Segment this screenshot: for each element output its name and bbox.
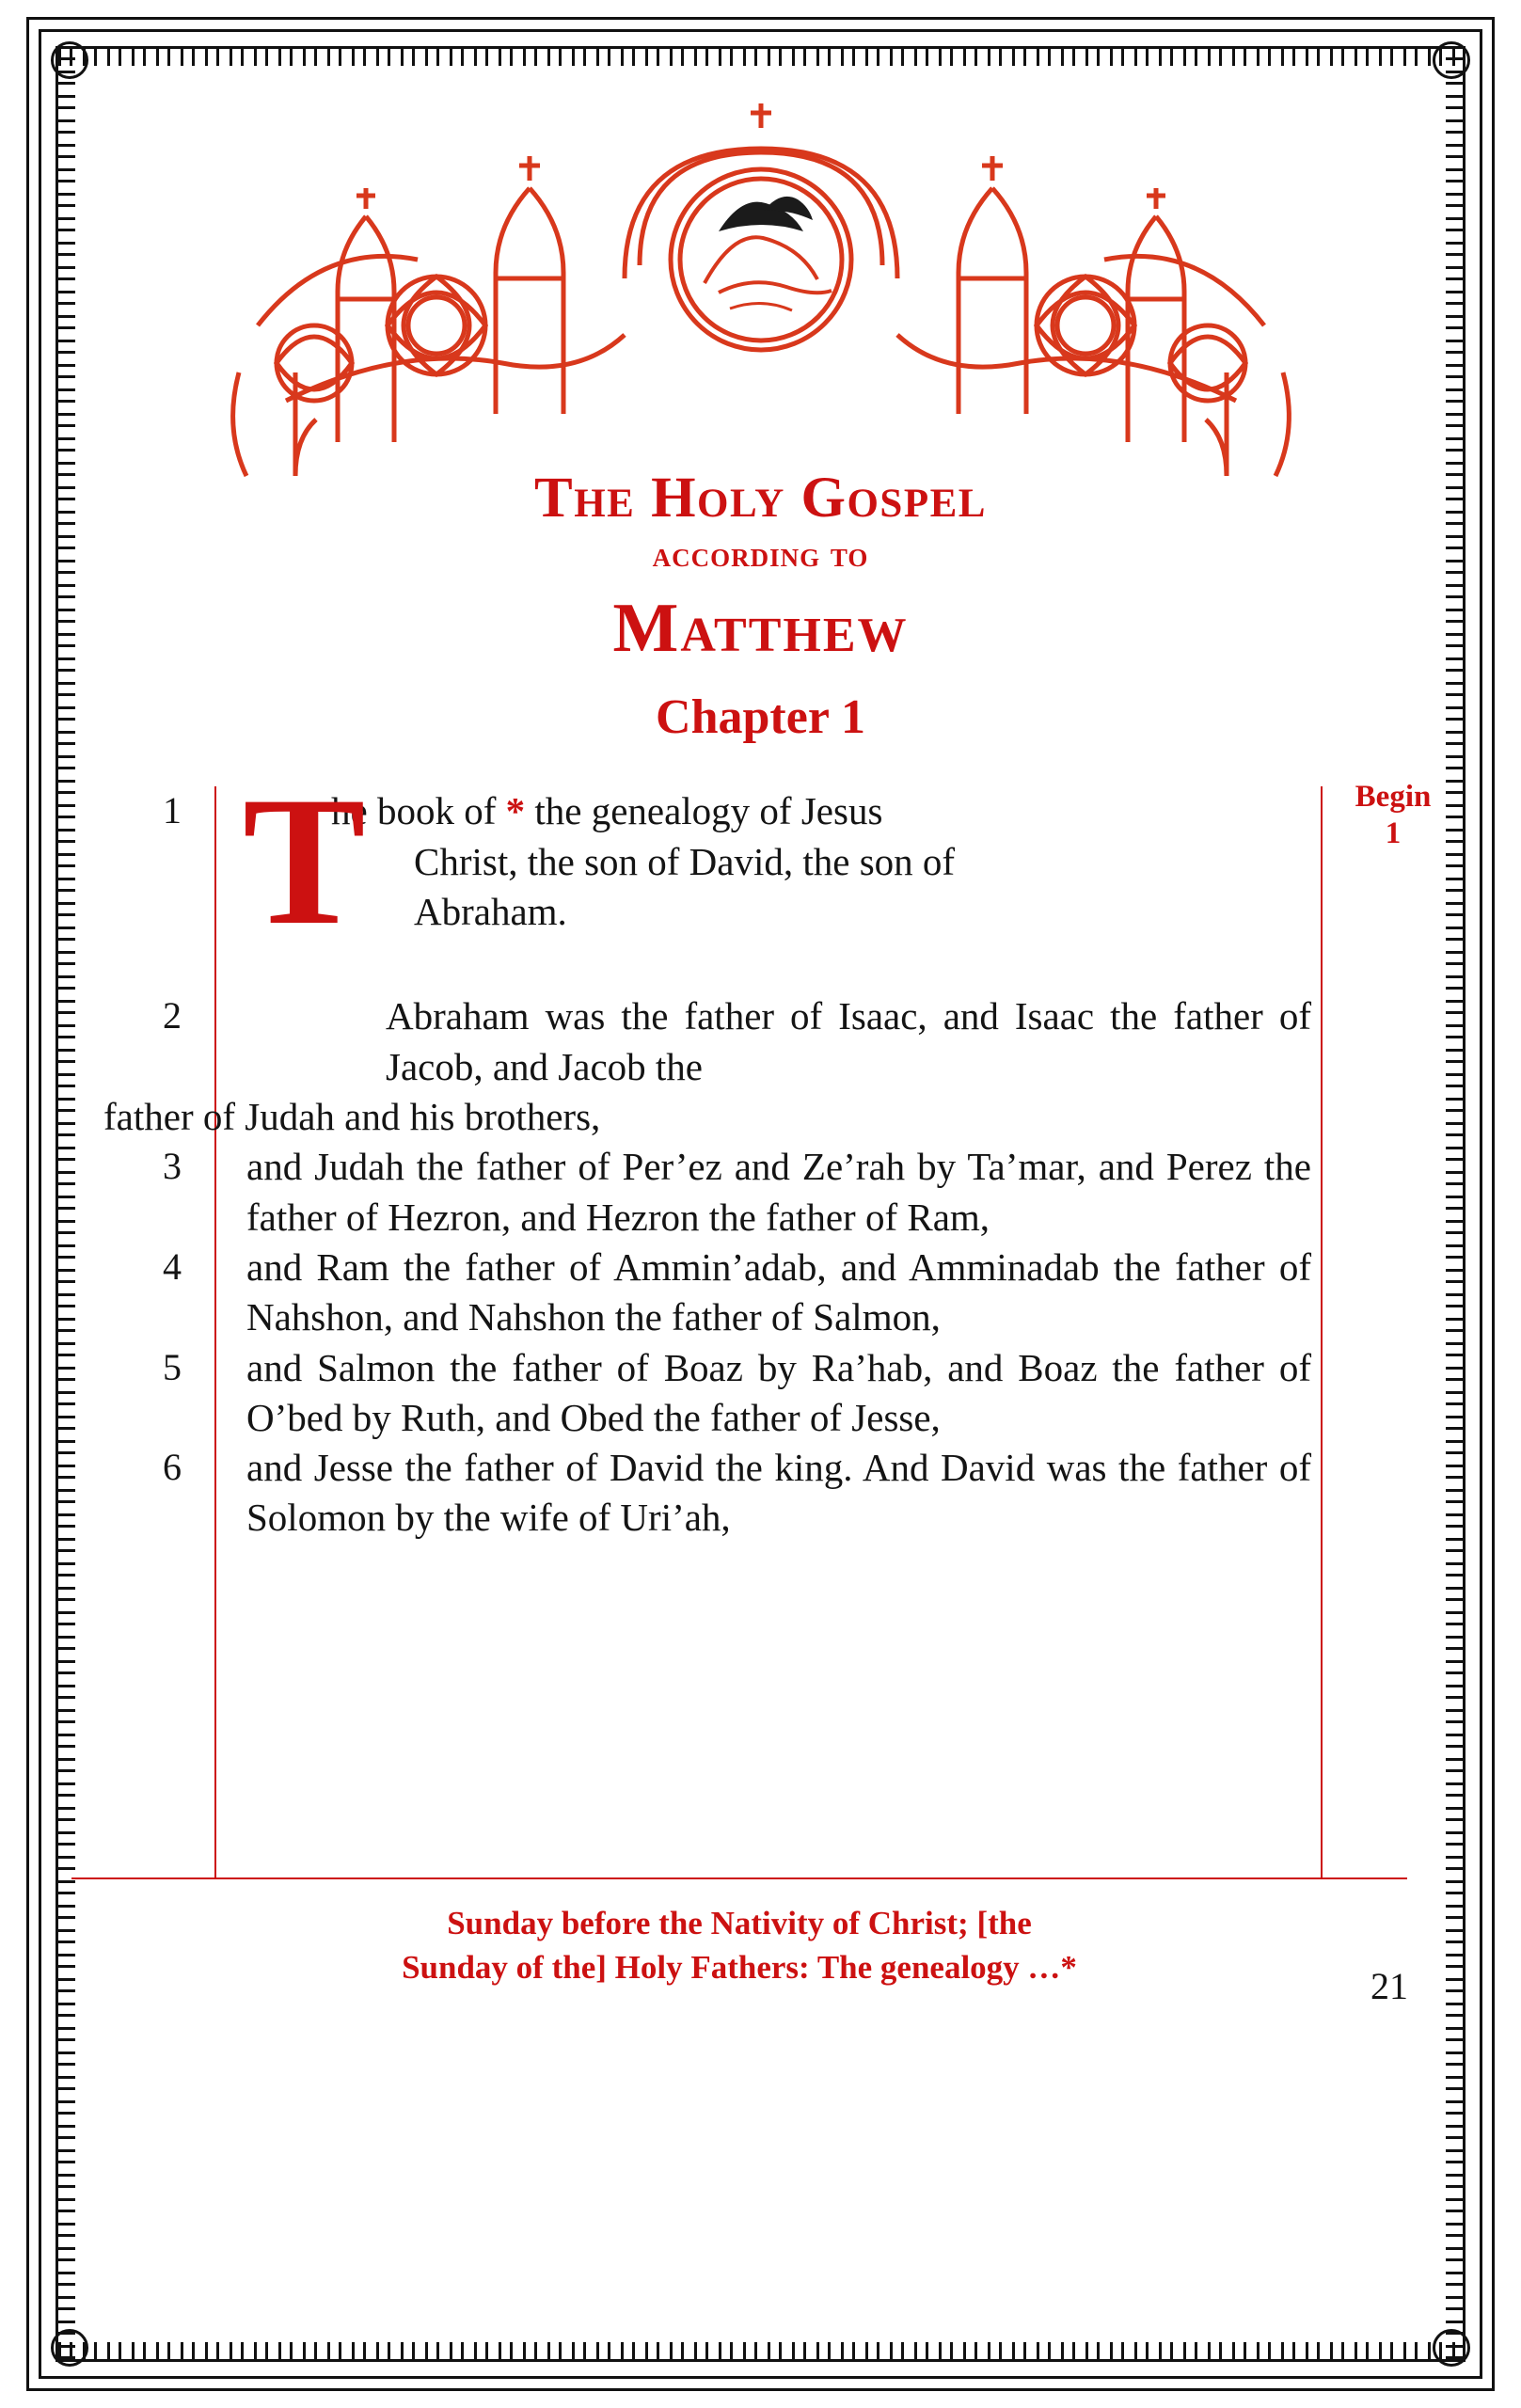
- headpiece-knotwork-icon: [154, 90, 1368, 485]
- title-block: [103, 468, 1418, 745]
- border-corner-ring-bottom-left: [51, 2329, 88, 2367]
- margin-note-line1: Begin: [1355, 780, 1432, 815]
- book-title: Matthew: [612, 590, 909, 668]
- page-number: 21: [1370, 1965, 1408, 2008]
- title-subtitle: according to: [652, 534, 869, 576]
- verse-row: [103, 1443, 1317, 1544]
- verse-number: 5: [163, 1345, 182, 1388]
- verse-row: [103, 1343, 1317, 1444]
- border-corner-ring-top-right: [1433, 41, 1470, 79]
- page-title: The Holy Gospel: [534, 467, 987, 530]
- border-knot-right: [1446, 49, 1463, 2359]
- right-margin-rule: [1321, 786, 1323, 1877]
- rubric-line-1: Sunday before the Nativity of Christ; [the: [447, 1905, 1032, 1942]
- margin-note-line2: 1: [1385, 816, 1402, 851]
- verse-list: [103, 759, 1317, 1543]
- verse-row: [103, 1243, 1317, 1343]
- verse-number: 2: [163, 994, 182, 1038]
- verse-text: father of Judah and his brothers,: [103, 1095, 601, 1139]
- border-knot-bottom: [58, 2342, 1463, 2359]
- border-corner-ring-top-left: [51, 41, 88, 79]
- footnote-asterisk: *: [505, 789, 526, 833]
- verse-number: 6: [163, 1446, 182, 1489]
- verse-row: [103, 759, 1317, 991]
- border-corner-ring-bottom-right: [1433, 2329, 1470, 2367]
- border-knot-left: [58, 49, 75, 2359]
- scripture-body: [103, 759, 1432, 2008]
- verse-number: 3: [163, 1145, 182, 1188]
- rubric-asterisk: *: [1060, 1948, 1077, 1986]
- verse-text: and Salmon the father of Boaz by Ra’hab, and Boaz the father of O’bed by Ruth, and Obed the father of Jesse,: [246, 1345, 1311, 1439]
- rubric-line-2: [71, 1946, 1407, 1989]
- verse-text: and Ram the father of Ammin’adab, and Amminadab the father of Nahshon, and Nahshon the father of Salmon,: [246, 1244, 1311, 1339]
- verse-number: 4: [163, 1244, 182, 1288]
- rubric-incipit: The genealogy …: [816, 1948, 1061, 1986]
- verse-text: and Judah the father of Per’ez and Ze’rah by Ta’mar, and Perez the father of Hezron, and Hezron the father of Ram,: [246, 1145, 1311, 1239]
- chapter-heading: Chapter 1: [656, 690, 865, 745]
- margin-note: [1338, 779, 1449, 852]
- verse-row: [103, 991, 1317, 1142]
- border-knot-top: [58, 49, 1463, 66]
- verse-text: and Jesse the father of David the king. And David was the father of Solomon by the wife of Uri’ah,: [246, 1446, 1311, 1540]
- verse-row: [103, 1142, 1317, 1243]
- headpiece-ornament: [154, 90, 1368, 485]
- verse-number: 1: [163, 789, 182, 832]
- liturgical-rubric: [71, 1902, 1407, 1988]
- bottom-rule: [71, 1877, 1407, 1879]
- verse-text-indented: Abraham was the father of Isaac, and Isaac the father of Jacob, and Jacob the: [386, 994, 1311, 1088]
- rubric-line-2-label: Sunday of the] Holy Fathers:: [402, 1948, 810, 1986]
- page-content: [103, 90, 1432, 2329]
- drop-cap: T: [243, 759, 366, 964]
- verse-text: he book of * the genealogy of Jesus Christ, the son of David, the son of Abraham.: [331, 789, 956, 934]
